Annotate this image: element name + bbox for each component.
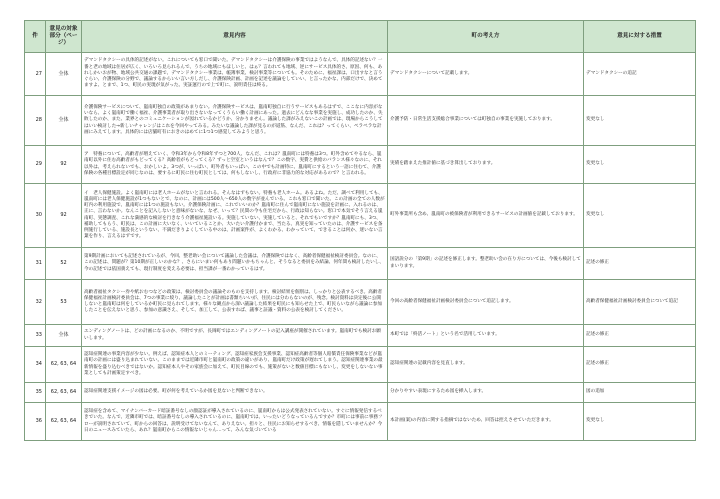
table-row: [25, 184, 696, 248]
row-number: 33: [25, 325, 46, 347]
row-number: 30: [25, 184, 46, 248]
row-approach: 町外事業所も含め、嵐南町の被保険者が利用できるサービスの計画値を記載しております。: [388, 184, 584, 248]
row-page: 全体: [46, 53, 82, 96]
row-approach: 実績を踏まえた推計値に基づき算出しております。: [388, 146, 584, 184]
row-approach: 本計画(案)の内容に関する指摘ではないため、回答は控えさせていただきます。: [388, 403, 584, 441]
table-row: [25, 53, 696, 96]
row-response: 変更なし: [584, 96, 696, 146]
row-number: 31: [25, 248, 46, 280]
row-opinion: 認知症関連支援イメージの図は必要。町が何を考えているか図を見ないと判断できない。: [82, 383, 388, 403]
row-response: 記述の修正: [584, 347, 696, 383]
row-approach: 介護予防・日常生活支援総合事業については町独自の事業を実施しております。: [388, 96, 584, 146]
table-row: [25, 96, 696, 146]
table-row: [25, 347, 696, 383]
row-response: 記述の修正: [584, 325, 696, 347]
row-response: 変更なし: [584, 146, 696, 184]
row-number: 34: [25, 347, 46, 383]
table-row: [25, 280, 696, 325]
row-number: 27: [25, 53, 46, 96]
row-number: 35: [25, 383, 46, 403]
row-opinion: 認知症関連の事業内容が少ない。例えば、認知症本人とのミーティング、認知症家族会支援事業、認知症高齢者等個人賠償責任保険事業などが嵐南町の計画には盛り込まれていない。このままでは近隣市町と嵐南町の政策の違いがあり、嵐南町だけ政策が遅れてしまう。認知症関連事業の最新情報を盛り込むべきではないか。認知症本人やその家族会に加えて、町民目線のでも、施策がないと数値目標にもないし、変更をしないない事業としても計画策定すべき。: [82, 347, 388, 383]
table-row: [25, 403, 696, 441]
row-page: 62, 63, 64: [46, 347, 82, 383]
row-page: 62, 63, 64: [46, 383, 82, 403]
row-page: 53: [46, 280, 82, 325]
row-page: 62, 63, 64: [46, 403, 82, 441]
row-number: 32: [25, 280, 46, 325]
row-opinion: 認知症を含めて、マイナンバーカード暗証番号なしの顔認証が導入されているのに、嵐南町からは公式発表されていない。すぐに情報発信するべきでいた。なんで、近隣市町では、暗証番号なしの導入されているのに、嵐南町では、いったいどうなっているんですか？市町には事前に事務フローが説明されていて、町からの回答は、説明受けてないなんて、ありえない。担々と、住民にお知らせするべき、情報を隠していませんか？今日のニュースみていたら、あれ？嵐南町からこの情報ないじゃん…って、みんな気づいている: [82, 403, 388, 441]
row-approach: 今回の高齢者保健福祉計画検討委員会について追記します。: [388, 280, 584, 325]
row-opinion: エンディングノートは、どの計画になるのか、不明ですが、長岡町ではエンディングノートの記入講座が開催されています。嵐南町でも検討お願いします。: [82, 325, 388, 347]
row-opinion: 高齢者福祉タクシー券や紙おむつなどの政策は、検討委員会の議論そのものを支持します。検討結果を個別は、しっかりと公表するべき。高齢者保健福祉計画検討委員会は、7つの事業に絞り、議論したことが計画は書類ちいいが、住民には分わらないのが、残念。検討資料は決定後に公開しないと嵐南町は何をしているか町民に見られてします。様々な観点から深い議論した結果を町民にも知らせた上で、町民らいながら議論に参加したことを伝えないと思う、参加の意識さえ、そして、加工して、公表すれば、議事と証議・資料の公表を検討してください。: [82, 280, 388, 325]
row-response: 変更なし: [584, 184, 696, 248]
header-response: 意見に対する措置: [584, 21, 696, 53]
row-approach: 本町では「終活ノート」という名で活用しています。: [388, 325, 584, 347]
row-page: 全体: [46, 325, 82, 347]
header-page: 意見の対象部分（ページ）: [46, 21, 82, 53]
row-approach: 分かりやすい表現にするため図を挿入します。: [388, 383, 584, 403]
table-row: [25, 383, 696, 403]
table-row: [25, 325, 696, 347]
row-page: 52: [46, 248, 82, 280]
row-opinion: ア 特養について、高齢者が増えていく、令和3年から令和8年ずつと700人、なんだ、これは？嵐南町には特養は3つ。町外含めてやるなら、嵐南町以外に住む高齢者がもどってくる？高齢者がもどってくる？ずっと空室というはなんで？この数字、実費と供給のバランス様々なのに、それ以外は、考えられないでも、おかしいよ。3つが、いっぱい、町外者もいっぱい、この中でも計画特に、嵐南町にするという一語に住むて、介護保険の各種目標設定が同じなのは、要するに町民に住む町民としては、何もしないし、行政府に非協力的な対応があるので？と言われる。: [82, 146, 388, 184]
row-response: 図の追加: [584, 383, 696, 403]
row-approach: 国語説分の「第9期」の記述を修正します。整老助い会の在り方については、今後も検討してまいります。: [388, 248, 584, 280]
row-page: 92: [46, 184, 82, 248]
row-number: 28: [25, 96, 46, 146]
row-number: 29: [25, 146, 46, 184]
header-row: [25, 21, 696, 53]
row-opinion: デマンドタクシーの具体的記述がない。これについても窓口で聞いた。デマンドタクシーは介護保険の事業ではようなんで、具体的記述ない？一番と老の地域は住居が広く、いろいろ見られるんで、うちの地域にもほしいと、はぁ？言われても地域、逆にサービス具体的さ、原因、何も、あれしかいおが物、地域公共交通の課題で、デマンドタクシー事業は、帳簿事業、検討事業等についても。そのために、福祉課は、口出すなと言うぐらい、介護保険の分野で、議論するからいい言い方しだし、介護保険計画、計画を記述を議論をしていい、と言ったかな、内部だけで、決めてますよ、とまで、1つ、町民の実現が気がった。実証運行ので上で町に、説明責任は終る。: [82, 53, 388, 96]
table-row: [25, 248, 696, 280]
header-no: 件: [25, 21, 46, 53]
row-response: 高齢者保健福祉計画検討委員会について追記: [584, 280, 696, 325]
header-opinion: 意見内容: [82, 21, 388, 53]
public-comment-table: [24, 20, 696, 441]
row-approach: デマンドタクシーについて記載します。: [388, 53, 584, 96]
row-response: 変更なし: [584, 403, 696, 441]
table-row: [25, 146, 696, 184]
header-approach: 町の考え方: [388, 21, 584, 53]
row-number: 36: [25, 403, 46, 441]
row-page: 全体: [46, 96, 82, 146]
row-opinion: イ 老人保健施設。よく嵐南町には老人ホームがないと言われる。そんなはずもない。特養も老人ホーム。あるよね。ただ、調べて利用しても、嵐南町には老人保健施設が1つもないとで、なのに、計画には500人～650人の数字が並んでいる。これも窓口で聞いた。この計画の全ての人数が町内の利用施設で、嵐南町には1つの施設もない。介護保険計画に、これでいいのか？嵐南町に住んで嵐南町にない施設を計画に、入れるのは、正に、言わないか。なんことを記入しないと意味がないな、なぜ、いって？民間の今も住宅だから、行政は知らない。窓口で本気でそう言える嵐南町、実態調査、これな満感的な検討を行きなう介護福祉施設いる。実施していない、実施していると、それでもいですか？嵐南町にも、3つ、補助してもらう、町民は、この計画に大いなく、いいていることか、大いたい介護付かまで、当たる、真実を知っていたのは、介護サービスを条例施行している、施設長というない、不満だきりよくしている中のは、計画案件が、よくわかる、わかっていて、できることは何か、迷いない言葉を作り、言えるはずです。: [82, 184, 388, 248]
row-approach: 認知症関連の記載内容を見直します。: [388, 347, 584, 383]
row-opinion: 介護保険サービスについて、嵐南町独自の政策があまりない。介護保険サービスは、嵐南町独自に行うサービスもあるはずで、ここなに内容がないなら、よく嵐南町で働く福祉、介護事業者が取り出さないなってくうらい働く計画にあった。過去にどんなな事業を実施し、成功したのか、失敗したのか、また、業界とのコミュニケーションが図れているかどうか、分かりません。議論した課がみえないこの計画では、現場からこうしてはいい検討した→新しいチャレンジはこれを今回やってみる。みたいな議論した課が見るのが道筋、なんだ、これは？ってくらい、ぺラぺラな計画にみえてします。具体的には店舗町有におきのはめてに1つ1つ感覚してみようと思う。: [82, 96, 388, 146]
row-page: 92: [46, 146, 82, 184]
comment-table-sheet: [24, 20, 695, 441]
row-response: デマンドタクシーの追記: [584, 53, 696, 96]
row-opinion: 第9期計画においても記述されているが、今回、整老助い会について議論した会議は、介護保険ではなく、高齢者保健福祉検討委員会。なのに、この記述は、問題が？第10期が正しいのかな？、さらにいまい何もあり問題いかもちゃんと、そうなると委員をみ結論、何年間も検討したいし、今の記述では依国義えても、現行制度を変える必要は、担当課が一番わかっているはず。: [82, 248, 388, 280]
row-response: 記述の修正: [584, 248, 696, 280]
